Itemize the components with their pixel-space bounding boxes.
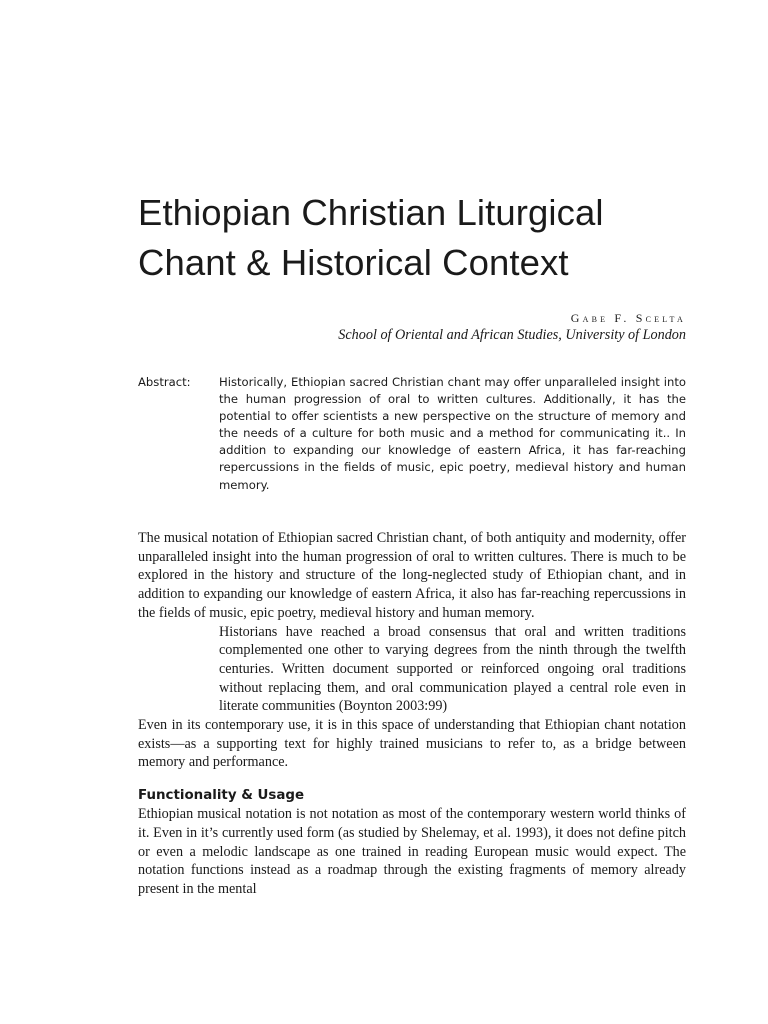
article-body bbox=[138, 529, 686, 899]
author-name: Gabe F. Scelta bbox=[570, 311, 686, 325]
section-heading: Functionality & Usage bbox=[138, 788, 305, 804]
body-paragraph-1: The musical notation of Ethiopian sacred Christian chant, of both antiquity and modernity, offer unparalleled insight into the human progression of oral to written cultures. There is much to be explored in the history and structure of the long-neglected study of Ethiopian chant, and in addition to expanding our knowledge of eastern Africa, it also has far-reaching repercussions in the fields of music, epic poetry, medieval history and human memory. bbox=[138, 530, 686, 621]
block-quote: Historians have reached a broad consensus that oral and written traditions complemented one other to varying degrees from the ninth through the twelfth centuries. Written document supported or reinforced ongoing oral traditions without replacing them, and oral communication played a central role even in literate communities (Boynton 2003:99) bbox=[219, 623, 686, 715]
article-title bbox=[138, 188, 686, 288]
abstract-label: Abstract: bbox=[138, 375, 191, 389]
body-paragraph-2: Even in its contemporary use, it is in this space of understanding that Ethiopian chant notation exists—as a supporting text for highly trained musicians to refer to, as a bridge between memory and performance. bbox=[138, 717, 686, 771]
title-line-1: Ethiopian Christian Liturgical bbox=[138, 192, 604, 233]
body-paragraph-3: Ethiopian musical notation is not notation as most of the contemporary western world thinks of it. Even in it’s currently used form (as studied by Shelemay, et al. 1993), it does not define pitch or even a melodic landscape as one trained in reading European music would expect. The notation functions instead as a roadmap through the existing fragments of memory already present in the mental bbox=[138, 806, 686, 897]
abstract-text: Historically, Ethiopian sacred Christian chant may offer unparalleled insight into the human progression of oral to written cultures. Additionally, it has the potential to offer scientists a new perspective on the structure of memory and the needs of a culture for both music and a method for communicating it.. In addition to expanding our knowledge of eastern Africa, it has far-reaching repercussions in the fields of music, epic poetry, medieval history and human memory. bbox=[219, 375, 686, 492]
title-line-2: Chant & Historical Context bbox=[138, 242, 569, 283]
author-affiliation: School of Oriental and African Studies, University of London bbox=[338, 327, 686, 343]
document-page bbox=[138, 0, 686, 1024]
